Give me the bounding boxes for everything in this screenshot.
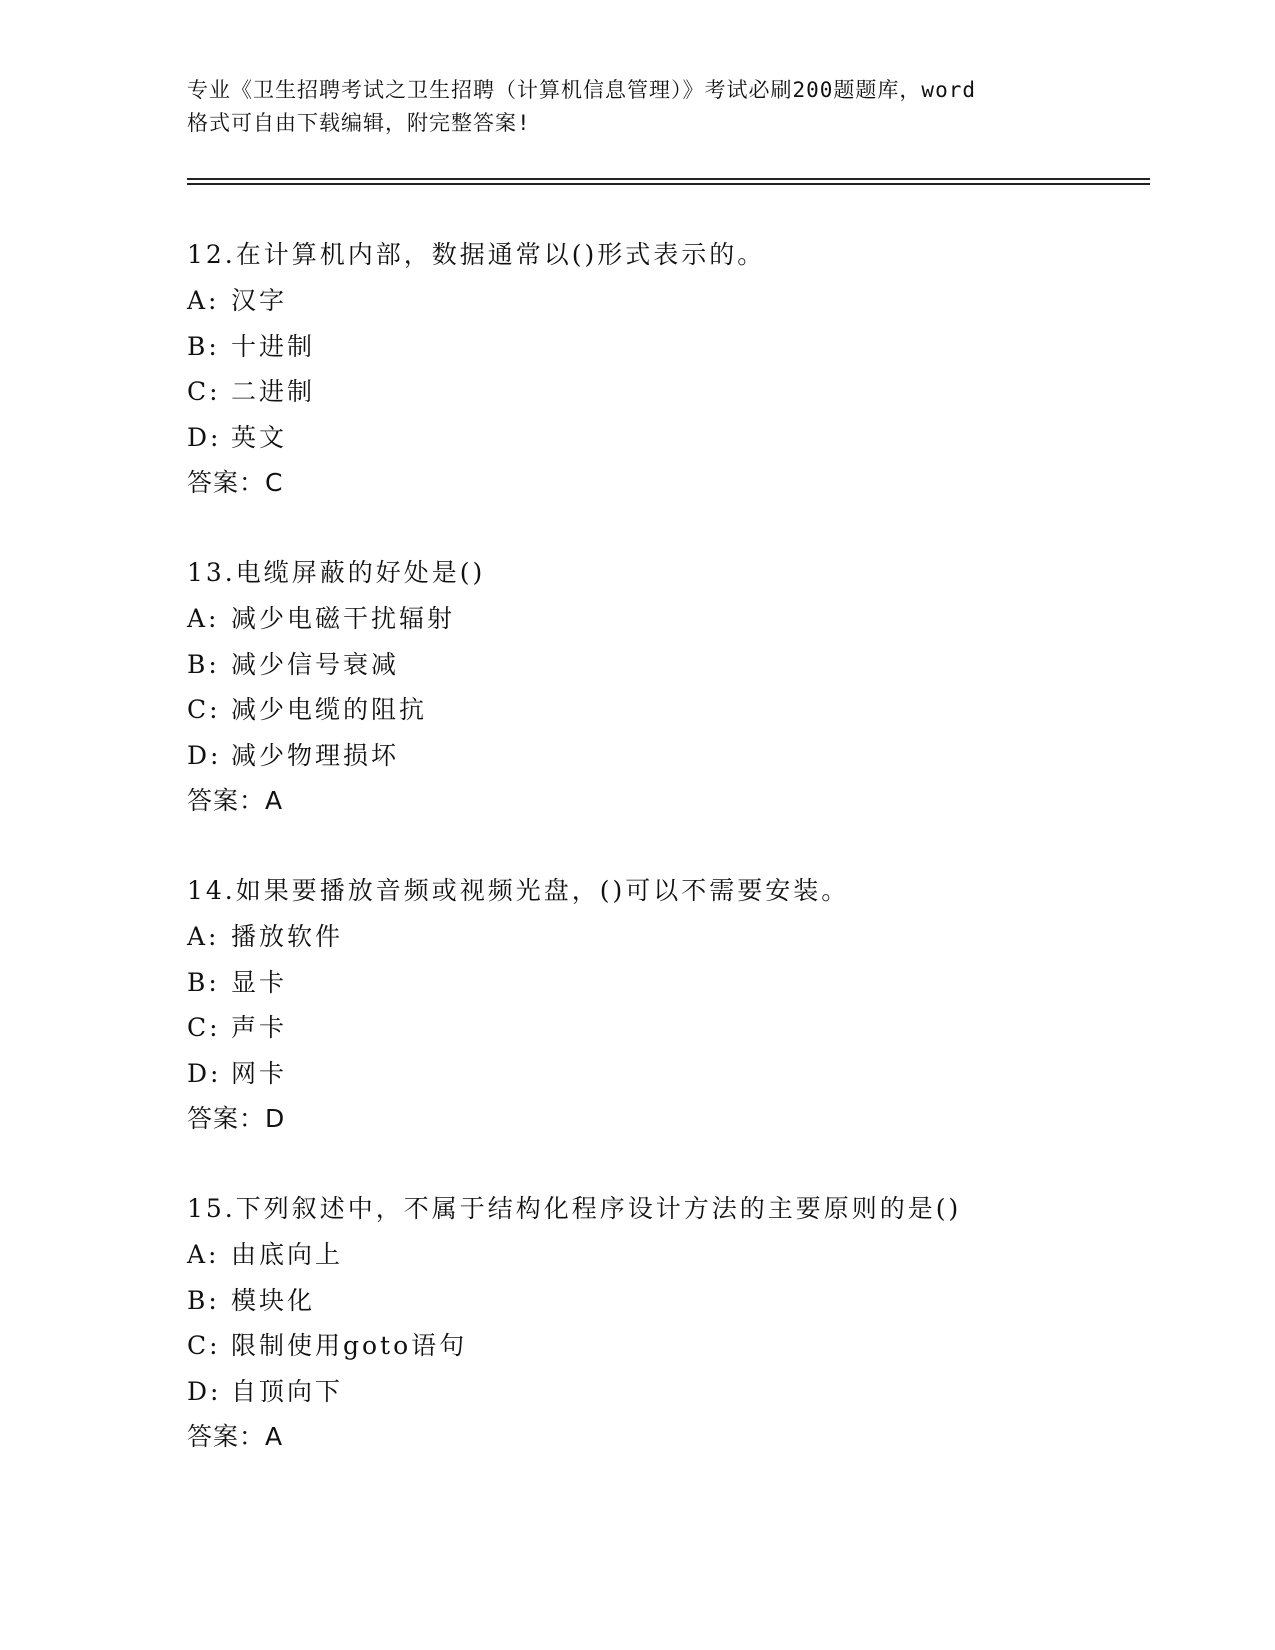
- option-letter: A:: [187, 1240, 220, 1269]
- option-letter: A:: [187, 922, 220, 951]
- option-text: 十进制: [231, 331, 316, 361]
- option-text: 二进制: [231, 377, 316, 406]
- document-header: [187, 74, 1087, 140]
- option-a: [187, 596, 1147, 642]
- option-a: [187, 278, 1147, 324]
- header-line-2: 格式可自由下载编辑，附完整答案!: [187, 111, 531, 135]
- answer-line: 答案：A: [187, 786, 284, 815]
- option-text: 减少电磁干扰辐射: [231, 604, 456, 633]
- option-d: [187, 415, 1147, 461]
- answer-line: 答案：D: [187, 1104, 286, 1133]
- option-text: 减少电缆的阻抗: [231, 695, 428, 724]
- option-d: [187, 1369, 1147, 1415]
- option-text: 声卡: [231, 1013, 288, 1042]
- option-d: [187, 733, 1147, 779]
- option-letter: B:: [187, 1285, 220, 1315]
- option-b: [187, 324, 1147, 370]
- question-stem: 14.如果要播放音频或视频光盘，()可以不需要安装。: [187, 876, 850, 905]
- option-letter: B:: [187, 649, 220, 679]
- answer-line: 答案：A: [187, 1422, 284, 1451]
- option-text: 减少信号衰减: [231, 649, 400, 679]
- question-stem: 13.电缆屏蔽的好处是(): [187, 558, 486, 587]
- question-stem: 15.下列叙述中，不属于结构化程序设计方法的主要原则的是(): [187, 1194, 962, 1223]
- question-15: [187, 1186, 1147, 1460]
- option-a: [187, 1232, 1147, 1278]
- option-text: 显卡: [231, 967, 288, 997]
- option-c: [187, 1005, 1147, 1051]
- option-text: 播放软件: [231, 922, 344, 951]
- option-c: [187, 1323, 1147, 1369]
- question-13: [187, 550, 1147, 824]
- option-b: [187, 960, 1147, 1006]
- option-text: 模块化: [231, 1285, 316, 1315]
- option-text: 减少物理损坏: [231, 740, 400, 770]
- header-line-1: 专业《卫生招聘考试之卫生招聘（计算机信息管理）》考试必刷200题题库，word: [187, 78, 976, 102]
- option-letter: C:: [187, 1331, 221, 1360]
- header-divider-bottom: [187, 183, 1150, 185]
- question-14: [187, 868, 1147, 1142]
- answer-line: 答案：C: [187, 468, 284, 497]
- option-b: [187, 642, 1147, 688]
- question-stem: 12.在计算机内部，数据通常以()形式表示的。: [187, 240, 766, 269]
- option-letter: A:: [187, 286, 220, 315]
- option-letter: D:: [187, 1058, 222, 1088]
- option-letter: B:: [187, 967, 220, 997]
- option-letter: D:: [187, 422, 222, 452]
- option-c: [187, 369, 1147, 415]
- option-letter: D:: [187, 740, 222, 770]
- option-text: 英文: [231, 422, 288, 452]
- option-c: [187, 687, 1147, 733]
- header-divider-top: [187, 178, 1150, 180]
- option-d: [187, 1051, 1147, 1097]
- option-a: [187, 914, 1147, 960]
- option-text: 限制使用goto语句: [231, 1331, 468, 1360]
- option-text: 网卡: [231, 1058, 288, 1088]
- option-letter: C:: [187, 377, 221, 406]
- option-letter: A:: [187, 604, 220, 633]
- option-text: 由底向上: [231, 1240, 344, 1269]
- option-b: [187, 1278, 1147, 1324]
- option-letter: C:: [187, 695, 221, 724]
- option-letter: C:: [187, 1013, 221, 1042]
- option-text: 自顶向下: [231, 1376, 344, 1406]
- option-letter: B:: [187, 331, 220, 361]
- option-letter: D:: [187, 1376, 222, 1406]
- option-text: 汉字: [231, 286, 288, 315]
- question-12: [187, 232, 1147, 506]
